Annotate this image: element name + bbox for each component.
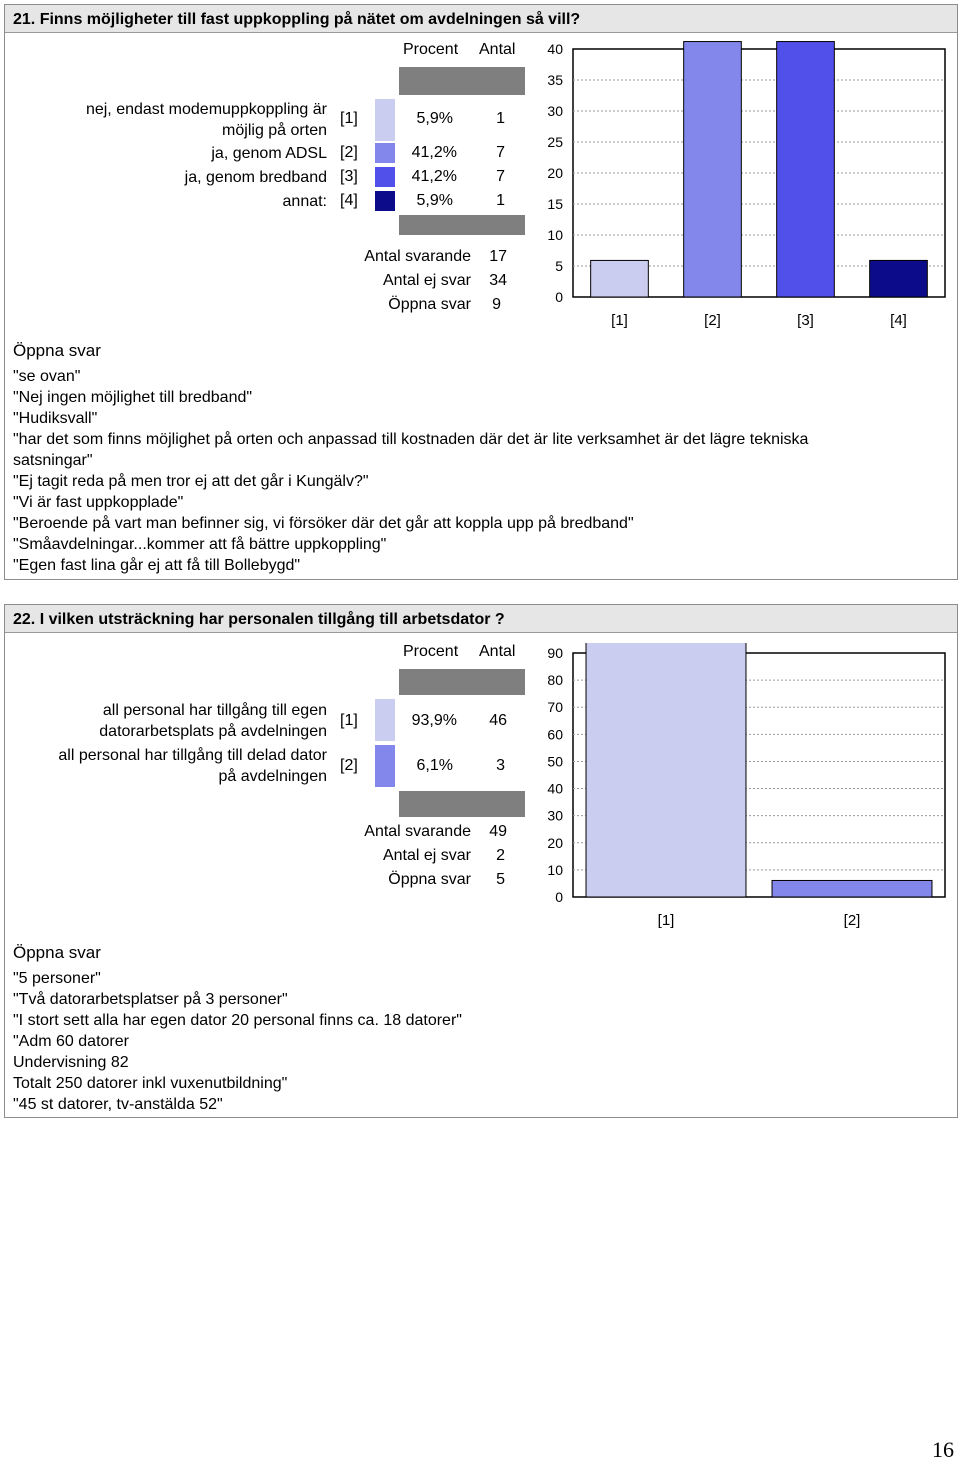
open-answer-line: "Småavdelningar...kommer att få bättre uppkoppling" bbox=[13, 536, 387, 553]
y-tick-label: 10 bbox=[547, 227, 563, 243]
open-answer-line: "Ej tagit reda på men tror ej att det går i Kungälv?" bbox=[13, 473, 369, 490]
open-answer-line: "se ovan" bbox=[13, 368, 81, 385]
q21-answer-2-swatch bbox=[375, 143, 395, 163]
q22-stat-noanswer-label: Antal ej svar bbox=[382, 847, 471, 864]
y-tick-label: 35 bbox=[547, 72, 563, 88]
open-answer-line: "I stort sett alla har egen dator 20 personal finns ca. 18 datorer" bbox=[13, 1012, 462, 1029]
question-22-title: 22. I vilken utsträckning har personalen tillgång till arbetsdator ? bbox=[5, 605, 957, 633]
q22-answer-1-code: [1] bbox=[340, 712, 358, 729]
q21-stat-open-value: 9 bbox=[492, 296, 501, 313]
q21-answer-1-swatch bbox=[375, 99, 395, 141]
bar bbox=[777, 42, 835, 297]
x-tick-label: [3] bbox=[797, 312, 814, 329]
x-tick-label: [1] bbox=[657, 912, 675, 929]
open-answer-line: satsningar" bbox=[13, 452, 93, 469]
q21-answer-3-label: ja, genom bredband bbox=[184, 169, 327, 186]
y-tick-label: 90 bbox=[547, 645, 563, 661]
q21-answer-3-percent: 41,2% bbox=[411, 168, 457, 185]
q22-answer-1-percent: 93,9% bbox=[411, 712, 457, 729]
open-answer-line: "45 st datorer, tv-anstälda 52" bbox=[13, 1096, 223, 1113]
x-tick-label: [2] bbox=[843, 912, 861, 929]
x-tick-label: [2] bbox=[704, 312, 721, 329]
q22-answer-2-percent: 6,1% bbox=[416, 757, 453, 774]
q22-open-answers-title: Öppna svar bbox=[13, 943, 101, 962]
question-21-title: 21. Finns möjligheter till fast uppkoppling på nätet om avdelningen så vill? bbox=[5, 5, 957, 33]
bar bbox=[586, 643, 746, 897]
y-tick-label: 20 bbox=[547, 834, 563, 851]
q21-answer-1-label: nej, endast modemuppkoppling är möjlig på orten bbox=[85, 101, 327, 139]
q21-stat-respondents-value: 17 bbox=[489, 248, 507, 265]
x-tick-label: [1] bbox=[611, 312, 628, 329]
y-tick-label: 60 bbox=[547, 726, 563, 743]
q22-answer-2-swatch bbox=[375, 745, 395, 787]
q21-answer-1-percent: 5,9% bbox=[416, 110, 453, 127]
y-tick-label: 70 bbox=[547, 699, 563, 716]
y-tick-label: 15 bbox=[547, 196, 563, 212]
q21-answer-2-label: ja, genom ADSL bbox=[211, 145, 327, 162]
q21-stat-respondents-label: Antal svarande bbox=[364, 248, 471, 265]
open-answer-line: "Vi är fast uppkopplade" bbox=[13, 494, 184, 511]
q21-answer-4-swatch bbox=[375, 191, 395, 211]
q21-answer-4-code: [4] bbox=[340, 192, 358, 209]
q22-answer-2-label: all personal har tillgång till delad dator på avdelningen bbox=[58, 747, 327, 785]
q22-stat-open-value: 5 bbox=[496, 871, 505, 888]
page-number: 16 bbox=[932, 1437, 954, 1462]
q22-gray-bar-top bbox=[399, 669, 525, 695]
q21-answer-3-code: [3] bbox=[340, 168, 358, 185]
open-answer-line: Totalt 250 datorer inkl vuxenutbildning" bbox=[13, 1075, 288, 1092]
q22-answer-2-count: 3 bbox=[496, 757, 505, 774]
question-22-section bbox=[4, 604, 958, 1118]
q21-gray-bar-bottom bbox=[399, 215, 525, 235]
y-tick-label: 25 bbox=[547, 134, 563, 150]
open-answer-line: "Egen fast lina går ej att få till Bollebygd" bbox=[13, 557, 301, 574]
y-tick-label: 30 bbox=[547, 807, 563, 824]
bar bbox=[684, 42, 742, 297]
q21-percent-header: Procent bbox=[403, 41, 459, 58]
q21-stat-noanswer-value: 34 bbox=[489, 272, 507, 289]
y-tick-label: 0 bbox=[555, 289, 563, 305]
y-tick-label: 80 bbox=[547, 672, 563, 689]
open-answer-line: "Adm 60 datorer bbox=[13, 1033, 129, 1050]
q21-answer-2-count: 7 bbox=[496, 144, 505, 161]
y-tick-label: 50 bbox=[547, 753, 563, 770]
q22-stat-noanswer-value: 2 bbox=[496, 847, 505, 864]
y-tick-label: 40 bbox=[547, 41, 563, 57]
open-answer-line: "Hudiksvall" bbox=[13, 410, 98, 427]
q22-open-answers-list bbox=[13, 968, 462, 1115]
q21-answer-3-count: 7 bbox=[496, 168, 505, 185]
y-tick-label: 10 bbox=[547, 861, 563, 878]
y-tick-label: 0 bbox=[555, 889, 563, 905]
q21-count-header: Antal bbox=[479, 41, 516, 58]
bar bbox=[870, 260, 928, 297]
x-tick-label: [4] bbox=[890, 312, 907, 329]
q21-gray-bar-top bbox=[399, 67, 525, 95]
y-tick-label: 40 bbox=[547, 780, 563, 797]
q21-answer-2-code: [2] bbox=[340, 144, 358, 161]
q22-answer-1-count: 46 bbox=[489, 712, 507, 729]
q21-answer-4-percent: 5,9% bbox=[416, 192, 453, 209]
y-tick-label: 30 bbox=[547, 103, 563, 119]
bar bbox=[591, 260, 649, 297]
open-answer-line: "Nej ingen möjlighet till bredband" bbox=[13, 389, 253, 406]
q22-gray-bar-bottom bbox=[399, 791, 525, 817]
q21-open-answers-title: Öppna svar bbox=[13, 341, 101, 360]
bar bbox=[772, 880, 932, 897]
q21-answer-3-swatch bbox=[375, 167, 395, 187]
q21-stat-open-label: Öppna svar bbox=[388, 296, 471, 313]
open-answer-line: "Beroende på vart man befinner sig, vi försöker där det går att koppla upp på bredband" bbox=[13, 515, 634, 532]
q22-bar-chart bbox=[535, 643, 955, 933]
question-21-section bbox=[4, 4, 958, 580]
q21-bar-chart bbox=[535, 39, 955, 335]
q22-count-header: Antal bbox=[479, 643, 516, 660]
open-answer-line: "Två datorarbetsplatser på 3 personer" bbox=[13, 991, 288, 1008]
q21-answer-1-count: 1 bbox=[496, 110, 505, 127]
q21-stat-noanswer-label: Antal ej svar bbox=[382, 272, 471, 289]
y-tick-label: 5 bbox=[555, 258, 563, 274]
q21-answer-4-count: 1 bbox=[496, 192, 505, 209]
q21-answer-4-label: annat: bbox=[282, 193, 327, 210]
y-tick-label: 20 bbox=[547, 165, 563, 181]
q21-open-answers-list bbox=[13, 366, 808, 576]
q22-answer-2-code: [2] bbox=[340, 757, 358, 774]
q22-percent-header: Procent bbox=[403, 643, 459, 660]
q22-stat-respondents-value: 49 bbox=[489, 823, 507, 840]
q22-stat-open-label: Öppna svar bbox=[388, 871, 471, 888]
q21-answer-2-percent: 41,2% bbox=[411, 144, 457, 161]
open-answer-line: "har det som finns möjlighet på orten och anpassad till kostnaden där det är lite verksamhet är det lägre tekniska bbox=[13, 431, 809, 448]
open-answer-line: "5 personer" bbox=[13, 970, 101, 987]
q22-answer-1-swatch bbox=[375, 699, 395, 741]
q22-answer-1-label: all personal har tillgång till egen datorarbetsplats på avdelningen bbox=[99, 702, 327, 740]
q21-answer-1-code: [1] bbox=[340, 110, 358, 127]
open-answer-line: Undervisning 82 bbox=[13, 1054, 129, 1071]
q22-stat-respondents-label: Antal svarande bbox=[364, 823, 471, 840]
